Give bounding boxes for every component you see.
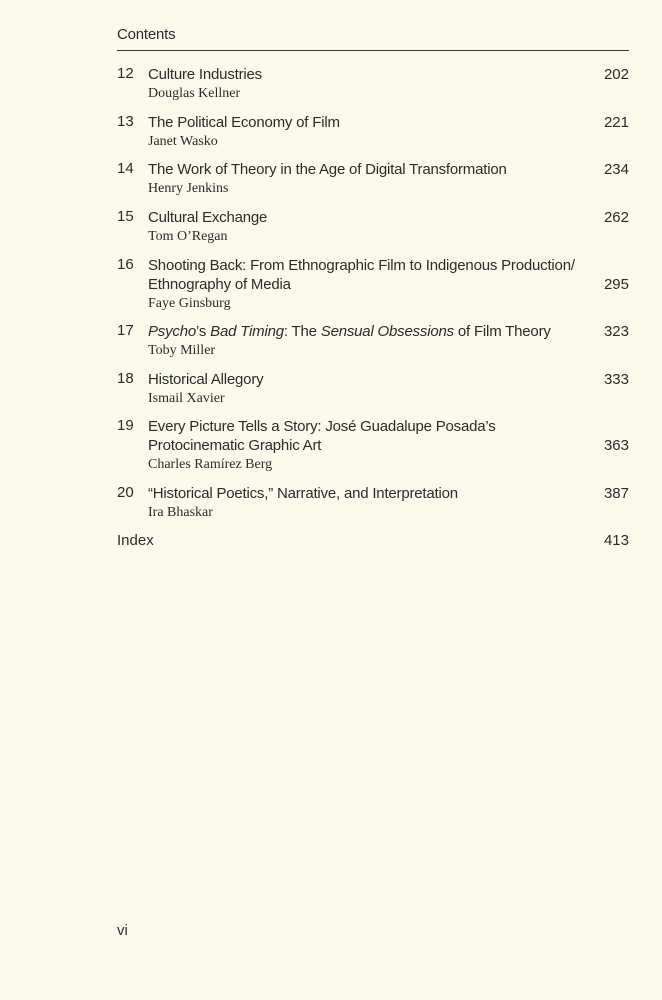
page-folio: vi	[117, 922, 128, 939]
page-number: 333	[603, 371, 629, 388]
page-number: 234	[603, 161, 629, 178]
chapter-author: Douglas Kellner	[148, 86, 241, 101]
title-italic-film: Psycho	[148, 323, 196, 340]
page-number: 363	[603, 437, 629, 454]
page-number: 262	[603, 209, 629, 226]
page-number: 202	[603, 66, 629, 83]
chapter-number: 14	[117, 160, 134, 177]
chapter-author: Henry Jenkins	[148, 181, 229, 196]
index-label: Index	[117, 532, 154, 549]
chapter-number: 19	[117, 417, 134, 434]
running-head: Contents	[117, 26, 176, 43]
chapter-title: The Political Economy of Film	[148, 114, 340, 131]
chapter-author: Ismail Xavier	[148, 391, 225, 406]
page-number: 295	[603, 276, 629, 293]
chapter-title-line: Protocinematic Graphic Art	[148, 437, 322, 454]
page-number: 413	[603, 532, 629, 549]
chapter-author: Ira Bhaskar	[148, 505, 213, 520]
chapter-title: Cultural Exchange	[148, 209, 268, 226]
chapter-title: Historical Allegory	[148, 371, 264, 388]
chapter-title: “Historical Poetics,” Narrative, and Interpretation	[148, 485, 458, 502]
header-rule	[117, 50, 629, 51]
page-number: 323	[603, 323, 629, 340]
chapter-title: Psycho’s Bad Timing: The Sensual Obsessions of Film Theory	[148, 323, 551, 340]
chapter-number: 16	[117, 256, 134, 273]
title-italic-film-2: Bad Timing	[210, 323, 284, 340]
chapter-number: 15	[117, 208, 134, 225]
title-italic-phrase: Sensual Obsessions	[320, 323, 454, 340]
chapter-author: Toby Miller	[148, 343, 216, 358]
chapter-title: Culture Industries	[148, 66, 262, 83]
chapter-number: 17	[117, 322, 134, 339]
chapter-author: Faye Ginsburg	[148, 296, 231, 311]
page-number: 387	[603, 485, 629, 502]
chapter-author: Tom O’Regan	[148, 229, 228, 244]
chapter-number: 12	[117, 65, 134, 82]
chapter-title-line: Ethnography of Media	[148, 276, 291, 293]
chapter-number: 13	[117, 113, 134, 130]
index-entry[interactable]	[117, 531, 629, 550]
chapter-title-line: Shooting Back: From Ethnographic Film to Indigenous Production/	[148, 257, 575, 274]
chapter-author: Janet Wasko	[148, 134, 218, 149]
chapter-title-line: Every Picture Tells a Story: José Guadalupe Posada’s	[148, 418, 496, 435]
page-number: 221	[603, 114, 629, 131]
chapter-number: 18	[117, 370, 134, 387]
chapter-number: 20	[117, 484, 134, 501]
chapter-author: Charles Ramírez Berg	[148, 457, 273, 472]
chapter-title: The Work of Theory in the Age of Digital Transformation	[148, 161, 507, 178]
